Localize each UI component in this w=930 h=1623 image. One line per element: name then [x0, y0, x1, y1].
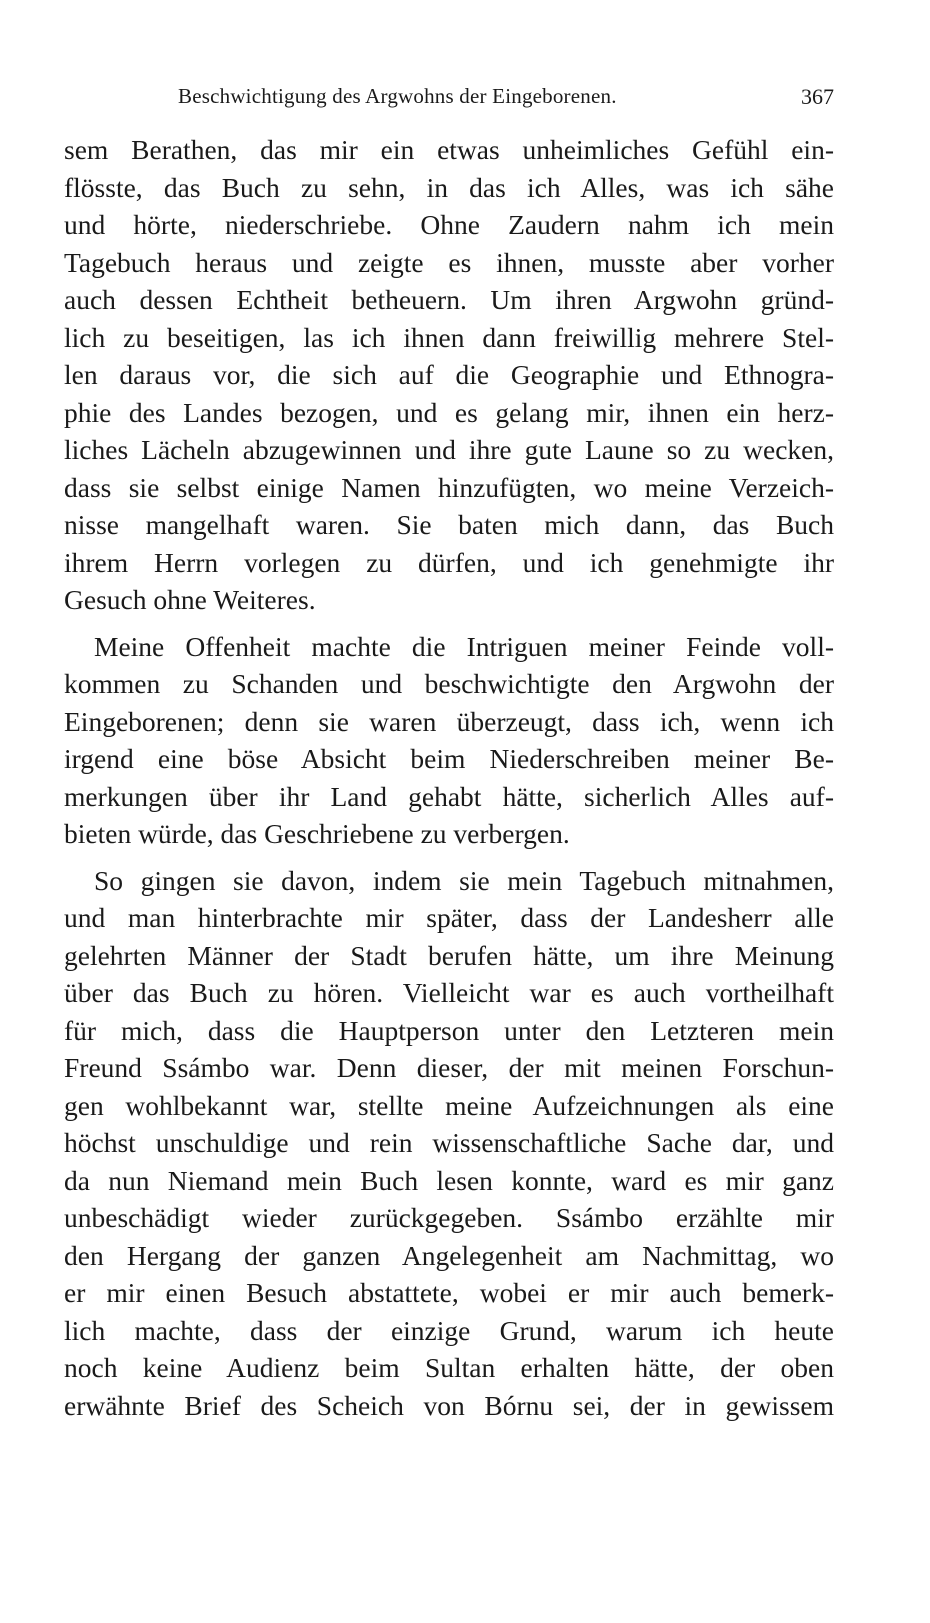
text-line: da nun Niemand mein Buch lesen konnte, ward es mir ganz: [64, 1164, 834, 1196]
text-line: Freund Ssámbo war. Denn dieser, der mit meinen Forschun-: [64, 1052, 834, 1083]
text-line: über das Buch zu hören. Vielleicht war es auch vortheilhaft: [64, 977, 834, 1008]
text-line: er mir einen Besuch abstattete, wobei er mir auch bemerk-: [64, 1277, 834, 1308]
text-line: sem Berathen, das mir ein etwas unheimliches Gefühl ein-: [64, 134, 834, 165]
text-line: kommen zu Schanden und beschwichtigte den Argwohn der: [64, 668, 834, 699]
text-line: höchst unschuldige und rein wissenschaftliche Sache dar, und: [64, 1127, 834, 1158]
text-line: flösste, das Buch zu sehn, in das ich Alles, was ich sähe: [64, 171, 834, 203]
text-line: Eingeborenen; denn sie waren überzeugt, dass ich, wenn ich: [64, 705, 834, 737]
text-line: erwähnte Brief des Scheich von Bórnu sei, der in gewissem: [64, 1389, 834, 1421]
text-line: dass sie selbst einige Namen hinzufügten, wo meine Verzeich-: [64, 471, 834, 503]
text-line: und man hinterbrachte mir später, dass der Landesherr alle: [64, 902, 834, 933]
text-line: für mich, dass die Hauptperson unter den Letzteren mein: [64, 1014, 834, 1046]
text-line: und hörte, niederschriebe. Ohne Zaudern nahm ich mein: [64, 209, 834, 240]
text-line: bieten würde, das Geschriebene zu verbergen.: [64, 818, 570, 849]
text-line: lich zu beseitigen, las ich ihnen dann freiwillig mehrere Stel-: [64, 321, 834, 353]
paragraph-1: [64, 131, 834, 619]
text-line: lich machte, dass der einzige Grund, warum ich heute: [64, 1314, 834, 1346]
text-line: phie des Landes bezogen, und es gelang mir, ihnen ein herz-: [64, 396, 834, 428]
text-line: Tagebuch heraus und zeigte es ihnen, musste aber vorher: [64, 246, 834, 278]
text-line: gelehrten Männer der Stadt berufen hätte, um ihre Meinung: [64, 939, 834, 971]
text-line: Gesuch ohne Weiteres.: [64, 584, 316, 615]
text-line: unbeschädigt wieder zurückgegeben. Ssámbo erzählte mir: [64, 1202, 834, 1233]
text-line: merkungen über ihr Land gehabt hätte, sicherlich Alles auf-: [64, 780, 834, 812]
paragraph-3: [64, 862, 834, 1425]
text-line: irgend eine böse Absicht beim Niederschreiben meiner Be-: [64, 743, 834, 774]
text-line: ihrem Herrn vorlegen zu dürfen, und ich genehmigte ihr: [64, 546, 834, 578]
text-line: So gingen sie davon, indem sie mein Tagebuch mitnahmen,: [94, 864, 834, 896]
body-text: [64, 131, 834, 1433]
text-line: liches Lächeln abzugewinnen und ihre gute Laune so zu wecken,: [64, 434, 834, 465]
text-line: gen wohlbekannt war, stellte meine Aufzeichnungen als eine: [64, 1089, 834, 1121]
paragraph-2: [64, 628, 834, 853]
text-line: noch keine Audienz beim Sultan erhalten hätte, der oben: [64, 1352, 834, 1383]
text-line: nisse mangelhaft waren. Sie baten mich dann, das Buch: [64, 509, 834, 540]
running-title: Beschwichtigung des Argwohns der Eingeborenen.: [178, 84, 617, 108]
page-number: 367: [801, 84, 834, 109]
text-line: len daraus vor, die sich auf die Geographie und Ethnogra-: [64, 359, 834, 390]
text-line: auch dessen Echtheit betheuern. Um ihren Argwohn gründ-: [64, 284, 834, 315]
text-line: Meine Offenheit machte die Intriguen meiner Feinde voll-: [94, 630, 834, 662]
text-line: den Hergang der ganzen Angelegenheit am Nachmittag, wo: [64, 1239, 834, 1271]
